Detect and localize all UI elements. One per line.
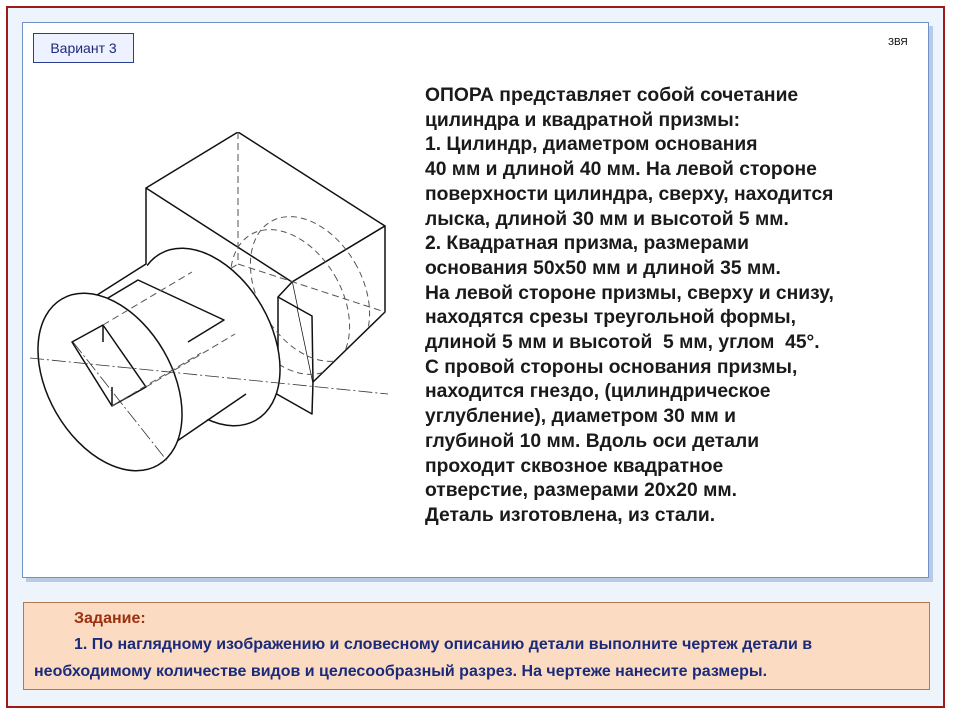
variant-badge: Вариант 3 <box>33 33 134 63</box>
task-text-line-2: необходимому количестве видов и целесообразный разрез. На чертеже нанесите размеры. <box>34 663 768 680</box>
task-box <box>23 602 930 690</box>
task-text-line-1: 1. По наглядному изображению и словесному описанию детали выполните чертеж детали в <box>74 636 813 653</box>
author-mark: ЗВЯ <box>888 37 908 48</box>
description-text: ОПОРА представляет собой сочетание цилиндра и квадратной призмы: 1. Цилиндр, диаметром основания 40 мм и длиной 40 мм. На левой стороне поверхности цилиндра, сверху, находится лыска, длиной 30 мм и высотой 5 мм. 2. Квадратная призма, размерами основания 50х50 мм и длиной 35 мм. На левой стороне призмы, сверху и снизу, находятся срезы треугольной формы, длиной 5 мм и высотой 5 мм, углом 45°. С провой стороны основания призмы, находится гнездо, (цилиндрическое углубление), диаметром 30 мм и глубиной 10 мм. Вдоль оси детали проходит сквозное квадратное отверстие, размерами 20х20 мм. Деталь изготовлена, из стали. <box>425 85 834 526</box>
task-title: Задание: <box>74 610 146 627</box>
isometric-drawing <box>28 132 403 472</box>
